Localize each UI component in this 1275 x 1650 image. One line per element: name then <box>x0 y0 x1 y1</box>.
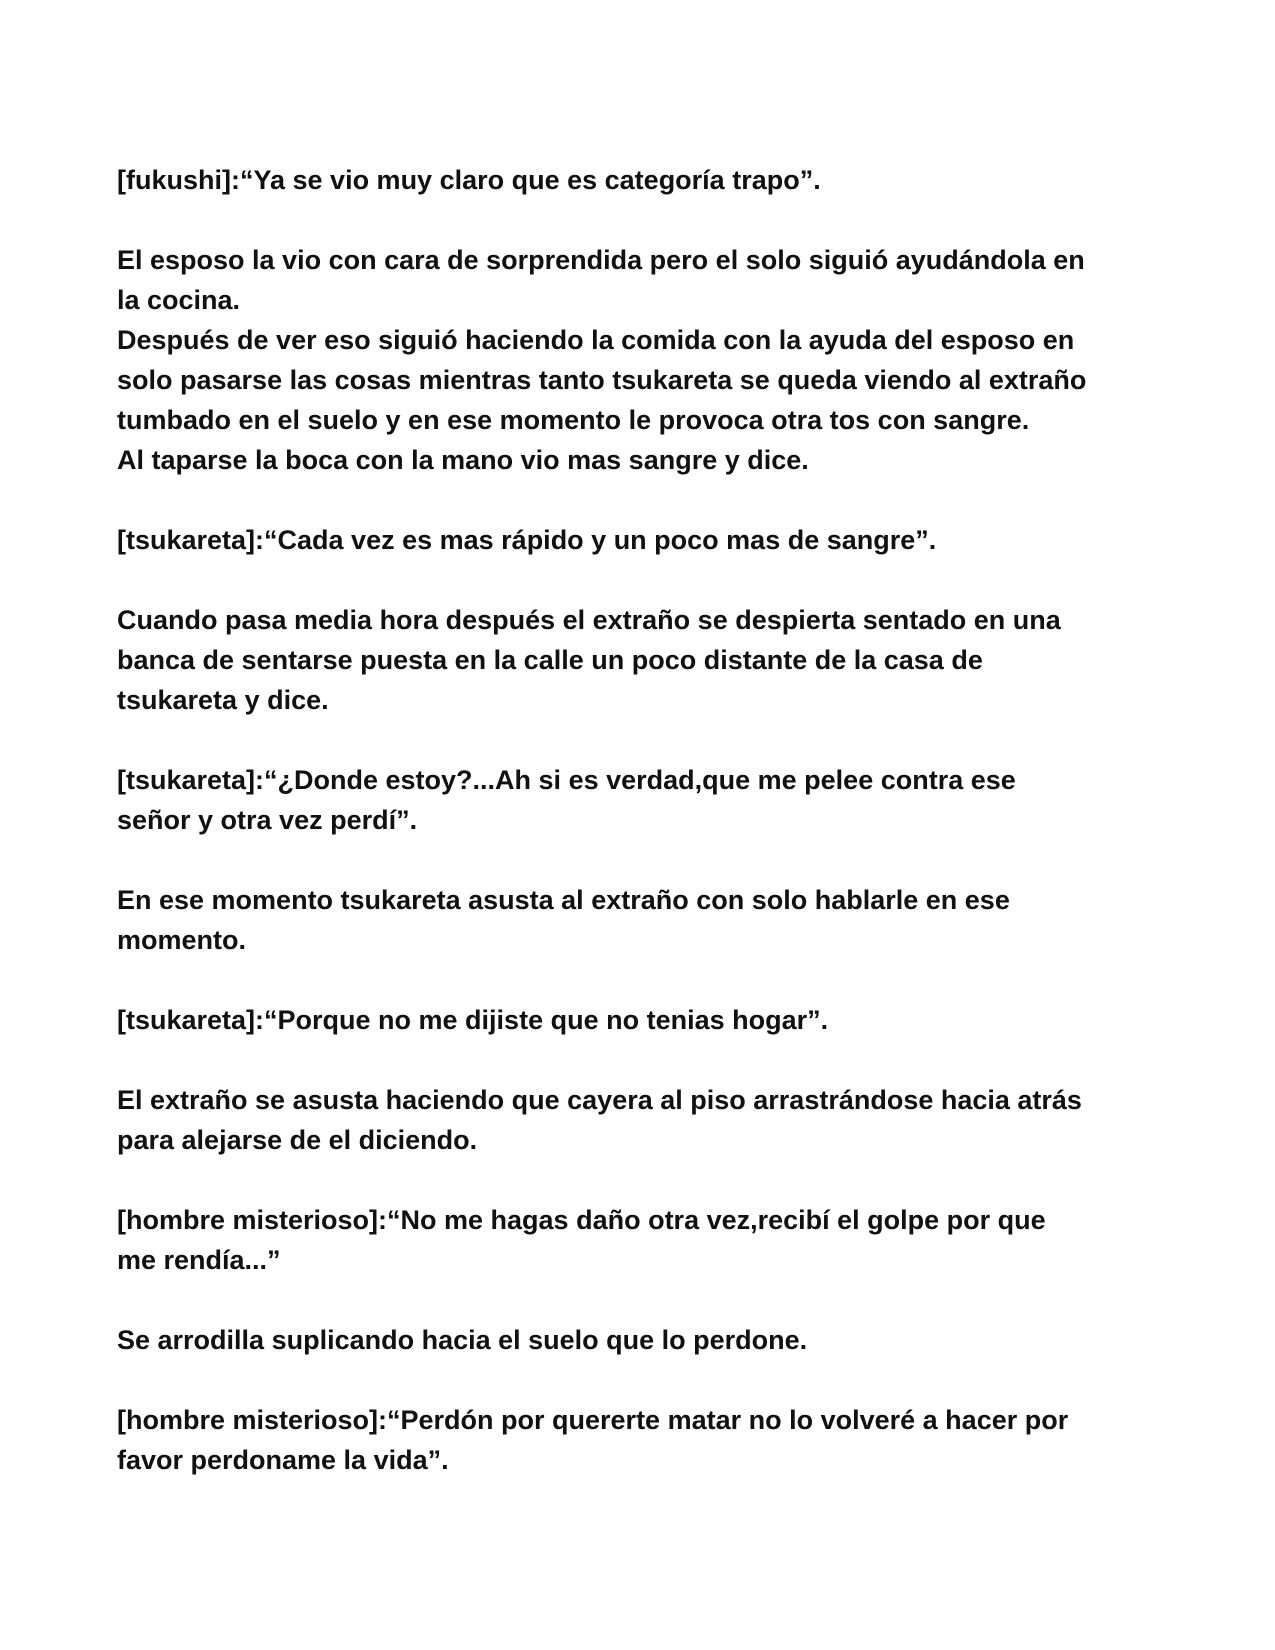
dialogue-line: [tsukareta]:“Cada vez es mas rápido y un poco mas de sangre”. <box>117 525 937 555</box>
narration-paragraph: El extraño se asusta haciendo que cayera al piso arrastrándose hacia atrás para alejarse de el diciendo. <box>117 1085 1082 1155</box>
dialogue-line: [fukushi]:“Ya se vio muy claro que es categoría trapo”. <box>117 165 821 195</box>
narration-paragraph: En ese momento tsukareta asusta al extraño con solo hablarle en ese momento. <box>117 885 1010 955</box>
document-body <box>117 160 1157 1480</box>
narration-paragraph: Cuando pasa media hora después el extraño se despierta sentado en una banca de sentarse puesta en la calle un poco distante de la casa de tsukareta y dice. <box>117 605 1061 715</box>
narration-paragraph: Al taparse la boca con la mano vio mas sangre y dice. <box>117 445 809 475</box>
narration-paragraph: El esposo la vio con cara de sorprendida pero el solo siguió ayudándola en la cocina. <box>117 245 1085 315</box>
dialogue-line: [tsukareta]:“Porque no me dijiste que no tenias hogar”. <box>117 1005 829 1035</box>
dialogue-line: [hombre misterioso]:“No me hagas daño otra vez,recibí el golpe por que me rendía...” <box>117 1205 1046 1275</box>
dialogue-line: [hombre misterioso]:“Perdón por quererte matar no lo volveré a hacer por favor perdoname la vida”. <box>117 1405 1069 1475</box>
narration-paragraph: Se arrodilla suplicando hacia el suelo que lo perdone. <box>117 1325 808 1355</box>
dialogue-line: [tsukareta]:“¿Donde estoy?...Ah si es verdad,que me pelee contra ese señor y otra vez perdí”. <box>117 765 1016 835</box>
narration-paragraph: Después de ver eso siguió haciendo la comida con la ayuda del esposo en solo pasarse las cosas mientras tanto tsukareta se queda viendo al extraño tumbado en el suelo y en ese momento le provoca otra tos con sangre. <box>117 325 1087 435</box>
